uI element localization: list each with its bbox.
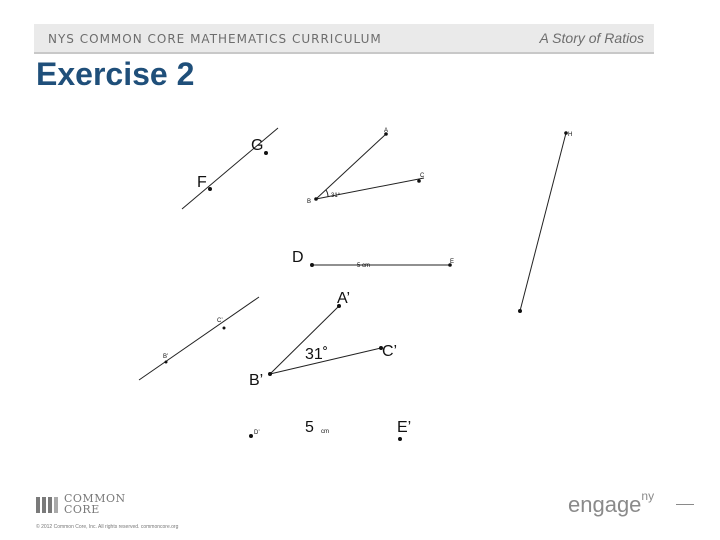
label-f: F [197, 174, 207, 191]
point-c-prime-small [223, 327, 226, 330]
footer-rule [676, 504, 694, 505]
label-length: 5 cm [357, 263, 371, 269]
point-d [310, 263, 314, 267]
point-g [264, 151, 268, 155]
label-e-prime: E’ [397, 419, 412, 436]
curriculum-title: NYS COMMON CORE MATHEMATICS CURRICULUM [48, 32, 382, 46]
point-h-end [518, 309, 522, 313]
label-a-prime: A’ [337, 290, 351, 307]
point-b-prime-small [165, 361, 168, 364]
label-g: G [251, 137, 264, 154]
label-h: H [568, 132, 573, 138]
engageny-logo [568, 488, 655, 518]
brand-name: engage [568, 492, 642, 517]
label-e: E [450, 259, 455, 265]
page-title: Exercise 2 [36, 56, 195, 92]
label-five: 5 [305, 419, 314, 436]
label-angle-prime: 31˚ [305, 346, 329, 363]
label-angle: 31° [331, 193, 341, 199]
point-e-prime [398, 437, 402, 441]
logo-line2: CORE [64, 503, 100, 516]
series-title: A Story of Ratios [539, 30, 644, 46]
label-b: B [307, 199, 312, 205]
label-b-prime: B’ [249, 372, 264, 389]
point-c [417, 179, 421, 183]
common-core-wordmark [64, 493, 126, 515]
common-core-bars-icon [36, 495, 60, 515]
angle-arc-b [326, 190, 328, 197]
point-f [208, 187, 212, 191]
line-h [520, 133, 566, 311]
label-c: C [420, 173, 425, 179]
label-d-prime: D’ [254, 430, 260, 436]
label-d: D [292, 249, 304, 266]
copyright-notice: © 2012 Common Core, Inc. All rights reserved. commoncore.org [36, 524, 179, 530]
point-b [314, 197, 318, 201]
point-b-prime [268, 372, 272, 376]
brand-sup: ny [641, 488, 655, 503]
ray-ba [316, 134, 386, 199]
label-c-prime-small: C’ [217, 318, 223, 324]
line-fg [182, 128, 278, 209]
logo-line1: COMMON [64, 492, 126, 505]
label-a: A [384, 128, 389, 134]
label-c-prime: C’ [382, 343, 398, 360]
label-cm: cm [321, 429, 329, 435]
point-d-prime [249, 434, 253, 438]
label-b-prime-small: B’ [163, 354, 169, 360]
ray-b-a-prime [270, 306, 339, 374]
line-b-c-prime [139, 297, 259, 380]
